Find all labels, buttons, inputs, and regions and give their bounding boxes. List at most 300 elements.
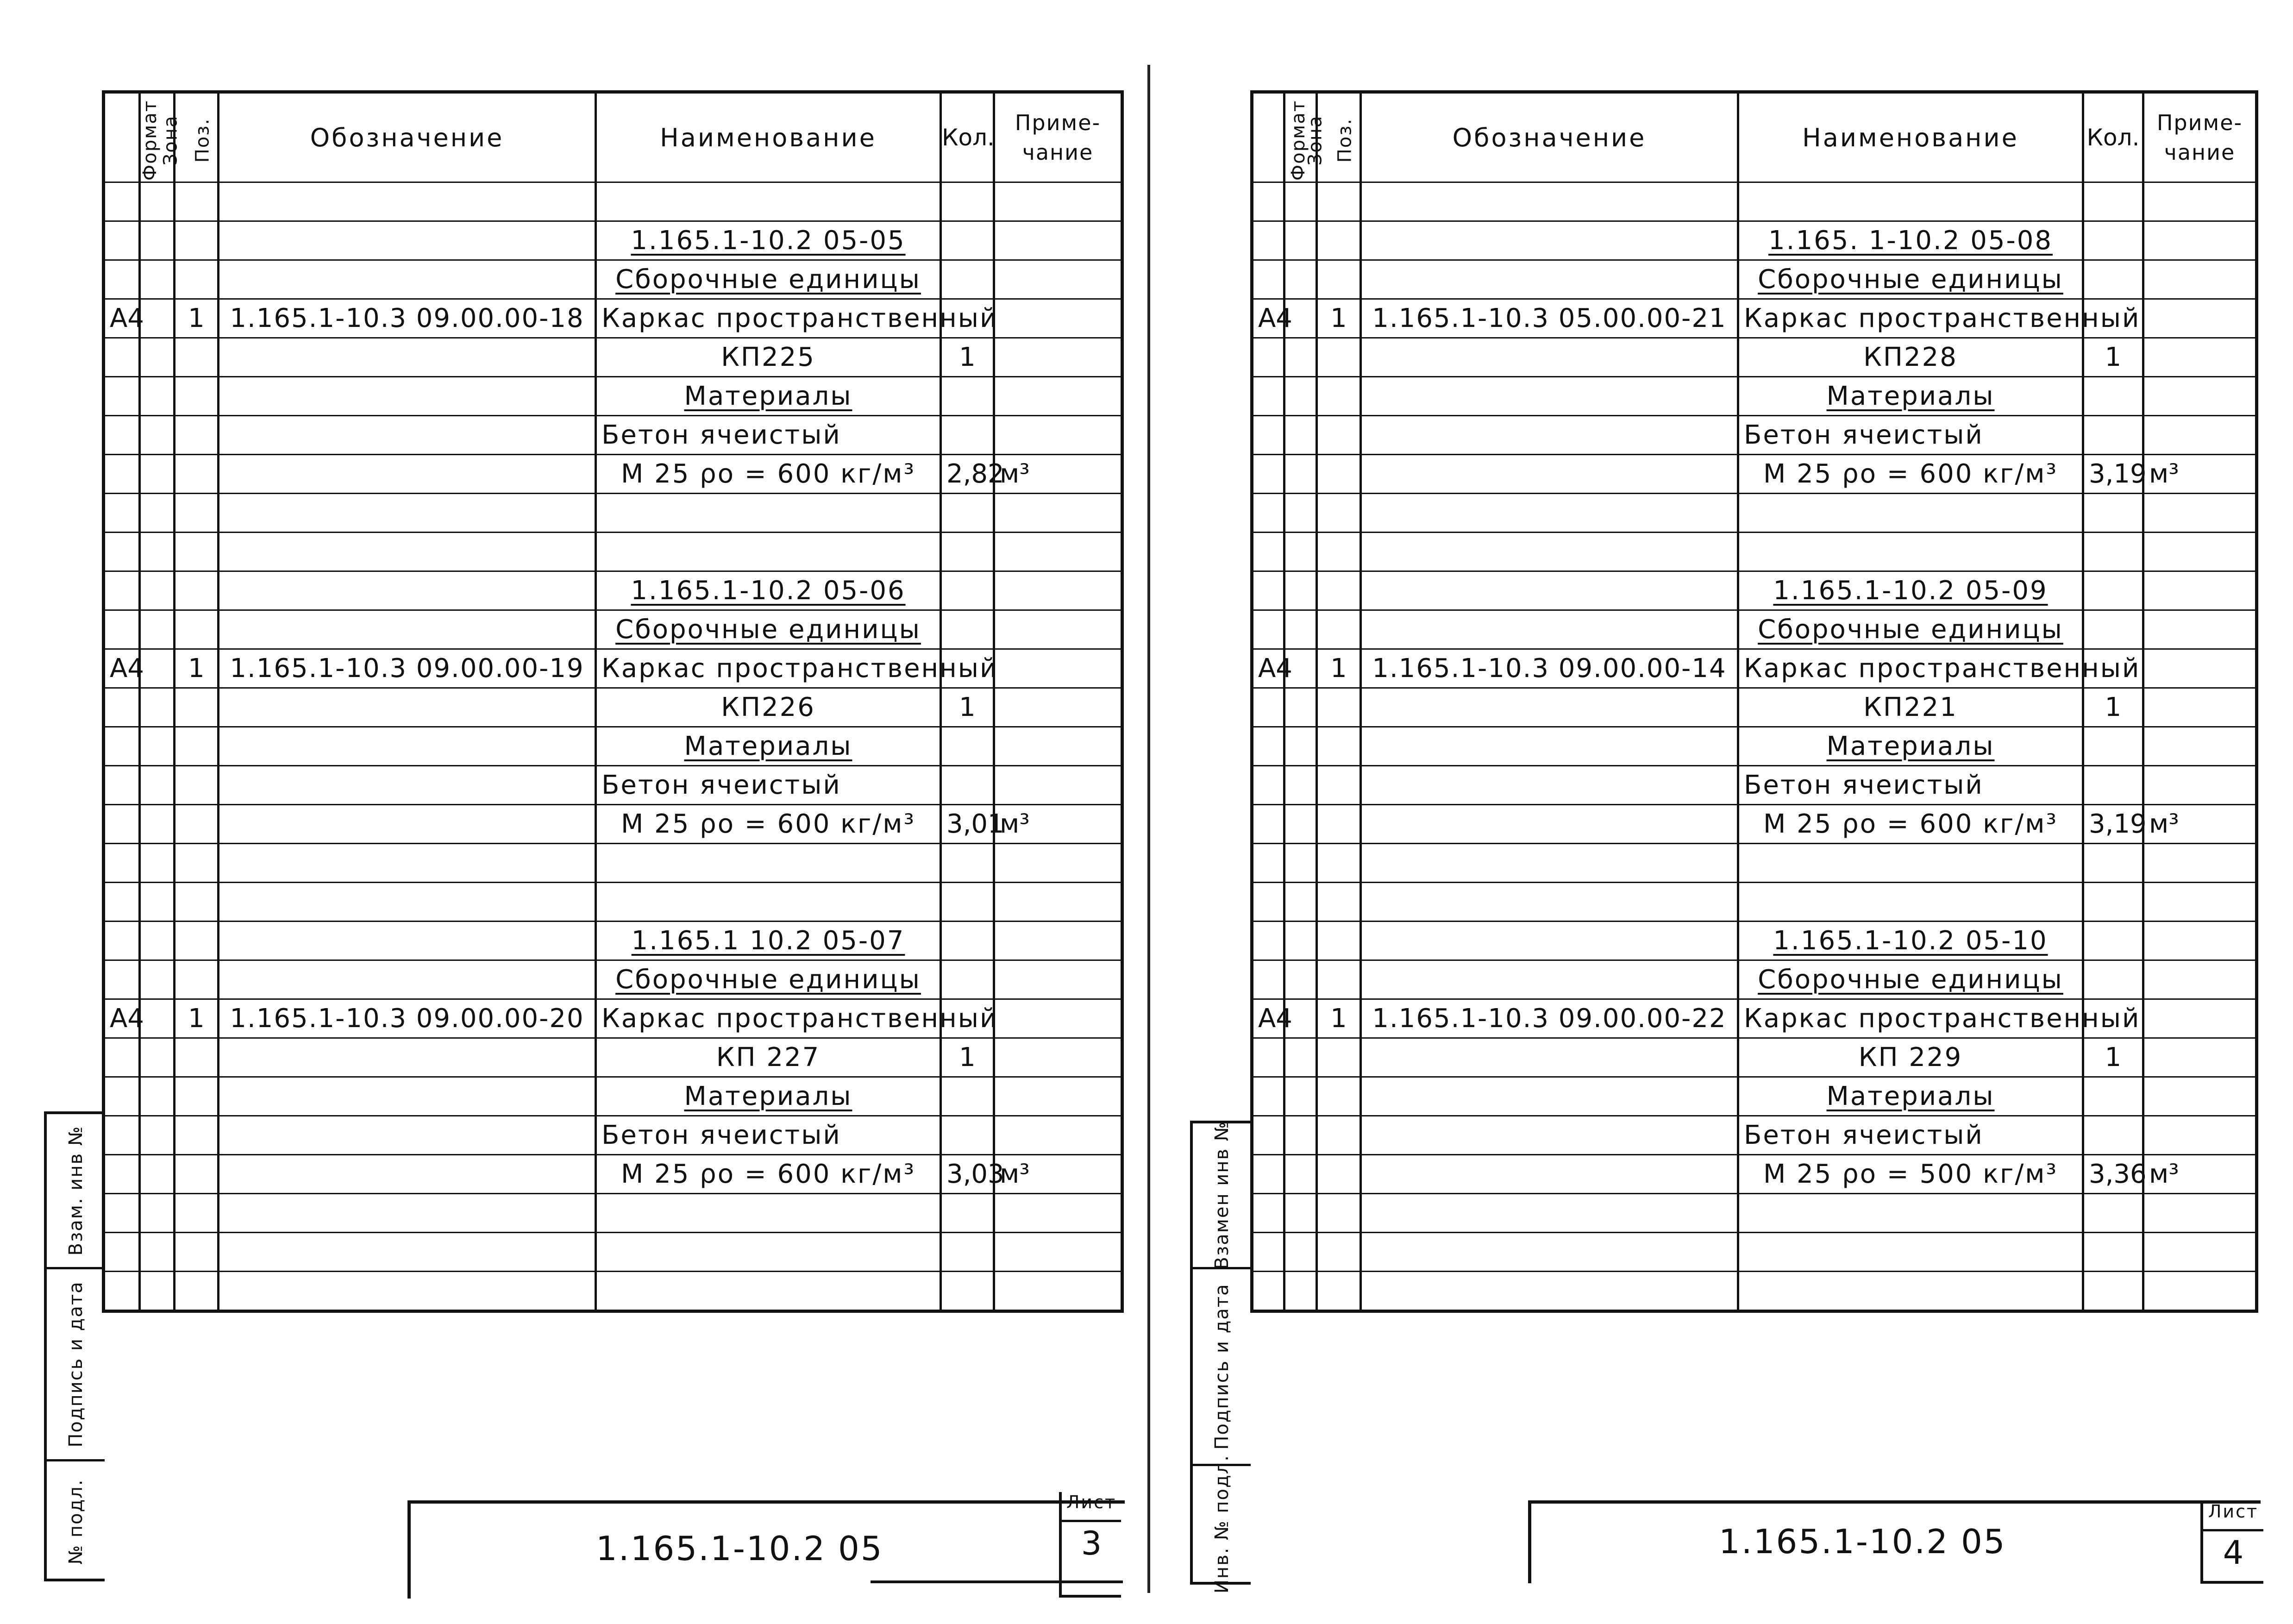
cell-name: КП225: [596, 338, 941, 377]
cell-format: [1252, 221, 1284, 260]
table-row: [1252, 1038, 2257, 1077]
cell-name: КП 229: [1738, 1038, 2083, 1077]
cell-designation: [219, 455, 596, 494]
table-row: [1252, 299, 2257, 338]
cell-note: [2143, 299, 2257, 338]
cell-note: [994, 1038, 1122, 1077]
cell-note: [2143, 610, 2257, 649]
table-row: [1252, 1233, 2257, 1272]
header-designation: Обозначение: [1361, 92, 1738, 182]
cell-qty: 2,82: [941, 455, 994, 494]
table-row: [104, 922, 1122, 960]
table-row: [1252, 494, 2257, 533]
title-block: [407, 1492, 1125, 1599]
cell-designation: [219, 883, 596, 922]
cell-name: Материалы: [596, 377, 941, 416]
cell-pos: [1317, 533, 1361, 571]
cell-zone: [140, 960, 175, 999]
cell-format: А4: [104, 999, 140, 1038]
cell-format: [104, 922, 140, 960]
cell-zone: [140, 727, 175, 766]
cell-format: [1252, 1116, 1284, 1155]
cell-note: [994, 1233, 1122, 1272]
header-name: Наименование: [1738, 92, 2083, 182]
table-row: [104, 221, 1122, 260]
cell-pos: [1317, 1233, 1361, 1272]
cell-zone: [140, 1077, 175, 1116]
cell-note: м³: [2143, 805, 2257, 844]
cell-qty: [2083, 1194, 2143, 1233]
cell-note: [994, 1272, 1122, 1311]
cell-zone: [140, 221, 175, 260]
document-code: 1.165.1-10.2 05: [596, 1529, 883, 1568]
cell-format: [104, 221, 140, 260]
cell-qty: [2083, 571, 2143, 610]
cell-format: А4: [1252, 299, 1284, 338]
cell-zone: [140, 805, 175, 844]
cell-format: [104, 182, 140, 221]
cell-designation: [1361, 533, 1738, 571]
table-row: [1252, 533, 2257, 571]
cell-name: [1738, 844, 2083, 883]
cell-qty: [2083, 494, 2143, 533]
cell-qty: [2083, 533, 2143, 571]
table-body: [104, 182, 1122, 1311]
cell-note: [2143, 221, 2257, 260]
cell-pos: [1317, 922, 1361, 960]
spec-sheet-3: [65, 90, 1123, 1586]
cell-name: [596, 1233, 941, 1272]
cell-pos: [1317, 883, 1361, 922]
table-row: [1252, 571, 2257, 610]
table-row: [104, 844, 1122, 883]
cell-note: [2143, 533, 2257, 571]
cell-name: [596, 883, 941, 922]
cell-qty: [941, 1116, 994, 1155]
cell-pos: 1: [175, 299, 219, 338]
table-row: [104, 610, 1122, 649]
cell-zone: [140, 1233, 175, 1272]
cell-format: А4: [104, 649, 140, 688]
cell-qty: [941, 727, 994, 766]
cell-qty: [2083, 922, 2143, 960]
cell-name: Каркас пространственный: [596, 299, 941, 338]
cell-note: [2143, 688, 2257, 727]
cell-name: Сборочные единицы: [596, 260, 941, 299]
cell-qty: 3,19: [2083, 805, 2143, 844]
table-row: [1252, 221, 2257, 260]
cell-qty: [2083, 416, 2143, 455]
cell-note: м³: [2143, 1155, 2257, 1194]
cell-zone: [140, 494, 175, 533]
cell-qty: [2083, 883, 2143, 922]
cell-zone: [1284, 1077, 1317, 1116]
cell-zone: [1284, 805, 1317, 844]
cell-note: [2143, 766, 2257, 805]
cell-format: [104, 1233, 140, 1272]
cell-format: [104, 1272, 140, 1311]
cell-format: [104, 727, 140, 766]
cell-note: [994, 883, 1122, 922]
sheet-label: Лист: [2203, 1501, 2263, 1531]
cell-zone: [1284, 494, 1317, 533]
cell-designation: [1361, 1272, 1738, 1311]
table-row: [1252, 1155, 2257, 1194]
cell-name: [1738, 182, 2083, 221]
cell-note: [2143, 883, 2257, 922]
cell-pos: [175, 338, 219, 377]
cell-name: Материалы: [596, 727, 941, 766]
cell-format: [104, 377, 140, 416]
cell-designation: [1361, 494, 1738, 533]
cell-name: [596, 533, 941, 571]
cell-name: Каркас пространственный: [1738, 299, 2083, 338]
cell-name: [1738, 533, 2083, 571]
cell-format: [104, 688, 140, 727]
table-row: [1252, 1194, 2257, 1233]
cell-pos: [175, 1194, 219, 1233]
cell-zone: [1284, 922, 1317, 960]
cell-designation: [219, 960, 596, 999]
cell-zone: [1284, 1155, 1317, 1194]
cell-qty: [941, 922, 994, 960]
cell-format: [1252, 960, 1284, 999]
cell-zone: [1284, 533, 1317, 571]
cell-note: [994, 571, 1122, 610]
cell-name: Сборочные единицы: [1738, 260, 2083, 299]
cell-qty: [2083, 1233, 2143, 1272]
header-qty: Кол.: [941, 92, 994, 182]
cell-pos: [1317, 1116, 1361, 1155]
cell-pos: [1317, 182, 1361, 221]
cell-format: [104, 455, 140, 494]
cell-qty: [941, 1077, 994, 1116]
cell-note: [994, 533, 1122, 571]
cell-designation: [1361, 1038, 1738, 1077]
cell-zone: [1284, 260, 1317, 299]
cell-name: Сборочные единицы: [1738, 960, 2083, 999]
header-note-line1: Приме-: [2156, 110, 2243, 135]
cell-qty: [941, 416, 994, 455]
header-zone: Зона: [140, 92, 175, 182]
cell-pos: [1317, 338, 1361, 377]
cell-designation: [219, 1038, 596, 1077]
cell-name: М 25 ρо = 600 кг/м³: [1738, 455, 2083, 494]
cell-format: [104, 844, 140, 883]
cell-qty: [941, 766, 994, 805]
cell-note: [994, 299, 1122, 338]
cell-zone: [1284, 688, 1317, 727]
cell-zone: [1284, 1116, 1317, 1155]
cell-qty: [941, 1272, 994, 1311]
cell-zone: [1284, 1194, 1317, 1233]
cell-format: [1252, 494, 1284, 533]
cell-format: [104, 416, 140, 455]
cell-designation: [219, 416, 596, 455]
cell-designation: [1361, 610, 1738, 649]
cell-pos: [175, 1116, 219, 1155]
cell-pos: [175, 922, 219, 960]
cell-name: М 25 ρо = 600 кг/м³: [596, 1155, 941, 1194]
cell-format: [1252, 1155, 1284, 1194]
side-stamp-cell: [47, 1461, 105, 1582]
cell-note: [994, 960, 1122, 999]
cell-pos: [1317, 571, 1361, 610]
cell-zone: [140, 416, 175, 455]
cell-zone: [140, 338, 175, 377]
table-row: [104, 182, 1122, 221]
cell-zone: [140, 883, 175, 922]
table-row: [104, 1116, 1122, 1155]
cell-zone: [1284, 1038, 1317, 1077]
cell-format: [1252, 805, 1284, 844]
cell-format: [1252, 610, 1284, 649]
cell-name: Каркас пространственный: [1738, 649, 2083, 688]
cell-pos: [1317, 844, 1361, 883]
cell-note: м³: [994, 455, 1122, 494]
cell-note: [994, 377, 1122, 416]
cell-name: М 25 ρо = 600 кг/м³: [1738, 805, 2083, 844]
cell-name: КП228: [1738, 338, 2083, 377]
cell-designation: [1361, 1155, 1738, 1194]
cell-note: [994, 922, 1122, 960]
cell-designation: [1361, 960, 1738, 999]
table-row: [1252, 455, 2257, 494]
cell-zone: [1284, 844, 1317, 883]
table-row: [104, 649, 1122, 688]
cell-format: [1252, 416, 1284, 455]
cell-pos: [1317, 1194, 1361, 1233]
cell-note: [2143, 1194, 2257, 1233]
cell-pos: 1: [1317, 299, 1361, 338]
cell-note: [994, 844, 1122, 883]
cell-name: [596, 494, 941, 533]
header-pos: Поз.: [1317, 92, 1361, 182]
cell-pos: [175, 533, 219, 571]
cell-designation: [219, 1194, 596, 1233]
cell-pos: [175, 260, 219, 299]
cell-format: [104, 883, 140, 922]
cell-name: Материалы: [1738, 1077, 2083, 1116]
cell-zone: [140, 455, 175, 494]
cell-designation: [219, 1155, 596, 1194]
cell-qty: 1: [941, 688, 994, 727]
table-header-row: [1252, 92, 2257, 182]
cell-designation: [219, 571, 596, 610]
cell-format: [1252, 766, 1284, 805]
cell-zone: [140, 260, 175, 299]
cell-pos: [175, 766, 219, 805]
cell-pos: [175, 1155, 219, 1194]
cell-designation: [219, 766, 596, 805]
cell-designation: [219, 1116, 596, 1155]
cell-note: [2143, 1116, 2257, 1155]
table-row: [1252, 999, 2257, 1038]
table-row: [1252, 922, 2257, 960]
cell-designation: 1.165.1-10.3 09.00.00-19: [219, 649, 596, 688]
table-row: [104, 1038, 1122, 1077]
header-format: Формат: [104, 92, 140, 182]
table-row: [1252, 338, 2257, 377]
cell-note: [994, 182, 1122, 221]
side-stamp-cell: [1193, 1269, 1251, 1466]
cell-note: [2143, 1233, 2257, 1272]
cell-note: [994, 999, 1122, 1038]
cell-note: [994, 221, 1122, 260]
cell-designation: [219, 805, 596, 844]
cell-designation: [1361, 844, 1738, 883]
cell-designation: 1.165.1-10.3 05.00.00-21: [1361, 299, 1738, 338]
cell-pos: [175, 844, 219, 883]
cell-note: [2143, 571, 2257, 610]
cell-qty: [941, 221, 994, 260]
cell-note: [994, 727, 1122, 766]
cell-zone: [140, 377, 175, 416]
table-row: [1252, 610, 2257, 649]
cell-designation: [219, 1272, 596, 1311]
cell-name: Материалы: [1738, 377, 2083, 416]
cell-name: Материалы: [1738, 727, 2083, 766]
cell-pos: [1317, 221, 1361, 260]
cell-designation: [1361, 338, 1738, 377]
cell-format: [1252, 182, 1284, 221]
cell-qty: [2083, 727, 2143, 766]
cell-note: [2143, 1038, 2257, 1077]
table-row: [1252, 1272, 2257, 1311]
table-row: [104, 1155, 1122, 1194]
table-row: [104, 571, 1122, 610]
side-stamp: [1190, 1121, 1251, 1593]
header-note: [2143, 92, 2257, 182]
cell-zone: [1284, 883, 1317, 922]
cell-qty: [2083, 610, 2143, 649]
cell-name: [596, 1272, 941, 1311]
cell-format: [1252, 1272, 1284, 1311]
cell-format: [104, 260, 140, 299]
cell-qty: 1: [941, 1038, 994, 1077]
cell-format: [1252, 260, 1284, 299]
cell-pos: [1317, 377, 1361, 416]
table-row: [104, 533, 1122, 571]
cell-designation: 1.165.1-10.3 09.00.00-20: [219, 999, 596, 1038]
cell-qty: [941, 533, 994, 571]
cell-designation: [1361, 1194, 1738, 1233]
cell-name: Бетон ячеистый: [596, 766, 941, 805]
cell-designation: [219, 377, 596, 416]
table-row: [104, 1233, 1122, 1272]
side-stamp-label: Взам. инв №: [65, 1125, 87, 1256]
cell-designation: [1361, 1233, 1738, 1272]
table-row: [1252, 688, 2257, 727]
cell-format: [104, 960, 140, 999]
cell-qty: [2083, 766, 2143, 805]
cell-note: [2143, 727, 2257, 766]
spec-table: [102, 90, 1124, 1313]
cell-designation: [219, 610, 596, 649]
table-row: [1252, 1077, 2257, 1116]
cell-pos: 1: [175, 999, 219, 1038]
cell-pos: [1317, 1272, 1361, 1311]
cell-qty: [2083, 1077, 2143, 1116]
cell-pos: [175, 960, 219, 999]
table-body: [1252, 182, 2257, 1311]
cell-zone: [140, 999, 175, 1038]
cell-note: [2143, 1077, 2257, 1116]
cell-qty: 3,01: [941, 805, 994, 844]
side-stamp-label: Взамен инв №: [1211, 1121, 1233, 1270]
cell-zone: [1284, 571, 1317, 610]
sheet-number: 3: [1081, 1524, 1102, 1562]
cell-format: [104, 494, 140, 533]
cell-zone: [1284, 221, 1317, 260]
cell-zone: [140, 182, 175, 221]
bottom-line: [871, 1580, 1123, 1583]
cell-zone: [140, 1116, 175, 1155]
table-row: [104, 688, 1122, 727]
cell-format: [104, 533, 140, 571]
cell-zone: [140, 571, 175, 610]
cell-pos: [175, 416, 219, 455]
cell-designation: [1361, 377, 1738, 416]
cell-zone: [140, 533, 175, 571]
cell-format: А4: [1252, 649, 1284, 688]
cell-designation: [219, 494, 596, 533]
cell-pos: [1317, 688, 1361, 727]
table-row: [104, 494, 1122, 533]
side-stamp-cell: [1193, 1123, 1251, 1269]
cell-name: [1738, 883, 2083, 922]
cell-qty: [941, 377, 994, 416]
side-stamp-label: № подл.: [65, 1479, 87, 1565]
cell-pos: [175, 727, 219, 766]
cell-pos: [175, 1272, 219, 1311]
cell-designation: [219, 1233, 596, 1272]
cell-note: м³: [2143, 455, 2257, 494]
cell-qty: [941, 1233, 994, 1272]
cell-format: [1252, 1038, 1284, 1077]
sheet-label: Лист: [1062, 1492, 1121, 1522]
cell-pos: [1317, 1155, 1361, 1194]
cell-zone: [140, 688, 175, 727]
side-stamp: [44, 1111, 105, 1581]
cell-designation: [1361, 883, 1738, 922]
cell-zone: [140, 1038, 175, 1077]
table-row: [104, 1194, 1122, 1233]
side-stamp-cell: [47, 1269, 105, 1461]
cell-qty: [941, 182, 994, 221]
cell-name: Сборочные единицы: [596, 610, 941, 649]
cell-designation: 1.165.1-10.3 09.00.00-22: [1361, 999, 1738, 1038]
header-note-line2: чание: [2164, 140, 2236, 165]
table-row: [104, 1077, 1122, 1116]
cell-format: [1252, 1233, 1284, 1272]
cell-designation: [219, 688, 596, 727]
cell-format: [1252, 1194, 1284, 1233]
cell-name: КП 227: [596, 1038, 941, 1077]
cell-designation: [219, 533, 596, 571]
table-row: [104, 883, 1122, 922]
cell-designation: [1361, 1077, 1738, 1116]
header-note-line2: чание: [1022, 140, 1094, 165]
cell-note: [994, 610, 1122, 649]
cell-name: Бетон ячеистый: [596, 1116, 941, 1155]
cell-designation: [219, 182, 596, 221]
header-name: Наименование: [596, 92, 941, 182]
side-stamp-cell: [47, 1114, 105, 1269]
cell-note: [2143, 338, 2257, 377]
cell-pos: [175, 1038, 219, 1077]
cell-name: Каркас пространственный: [1738, 999, 2083, 1038]
